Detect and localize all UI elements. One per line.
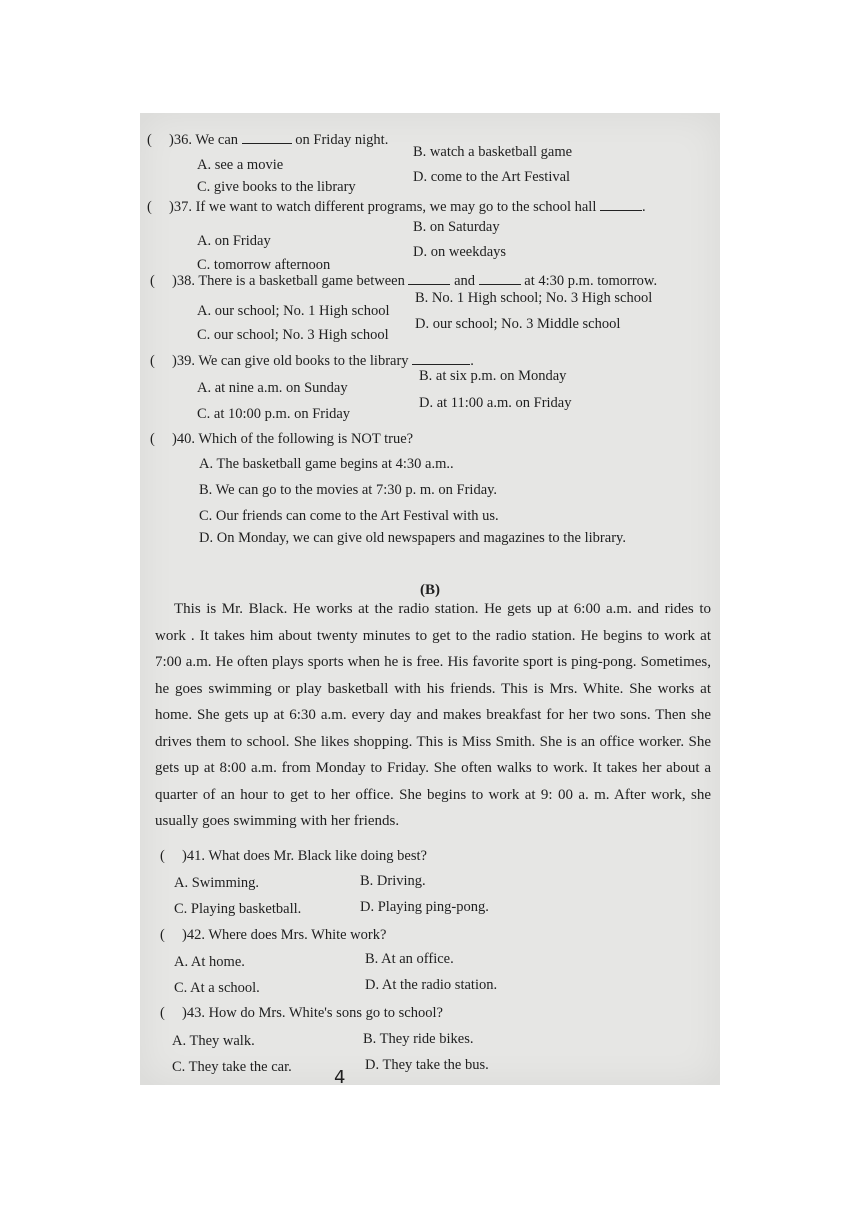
option-b: B. No. 1 High school; No. 3 High school xyxy=(415,290,653,306)
option-b: B. on Saturday xyxy=(413,219,500,235)
question-stem-end: . xyxy=(642,199,646,215)
option-b: B. At an office. xyxy=(365,951,454,967)
answer-paren: ( xyxy=(160,927,165,943)
question-stem: )39. We can give old books to the library xyxy=(172,353,409,369)
option-a: A. our school; No. 1 High school xyxy=(197,303,390,319)
answer-paren: ( xyxy=(160,848,165,864)
question-stem: )37. If we want to watch different programs, we may go to the school hall xyxy=(169,199,597,215)
passage-line: This is Mr. Black. He works at the radio station. He gets up at 6:00 a.m. and rides to xyxy=(174,601,711,617)
option-c: C. Playing basketball. xyxy=(174,901,302,917)
question-stem-end: . xyxy=(470,353,474,369)
option-d: D. on weekdays xyxy=(413,244,507,260)
question-41 xyxy=(160,847,427,865)
option-a: A. see a movie xyxy=(197,157,284,173)
option-c: C. They take the car. xyxy=(172,1059,292,1075)
question-stem-end: at 4:30 p.m. tomorrow. xyxy=(524,273,658,289)
passage-line: gets up at 8:00 a.m. from Monday to Friday. She often walks to work. It takes her about a xyxy=(155,760,711,776)
option-a: A. Swimming. xyxy=(174,875,259,891)
question-stem: )36. We can xyxy=(169,132,239,148)
option-b: B. We can go to the movies at 7:30 p. m. on Friday. xyxy=(199,482,498,498)
option-b: B. They ride bikes. xyxy=(363,1031,474,1047)
passage-line: he goes swimming or play basketball with his friends. This is Mrs. White. She works at xyxy=(155,680,711,697)
question-stem: )40. Which of the following is NOT true? xyxy=(172,431,414,447)
question-43 xyxy=(160,1004,443,1022)
option-c: C. tomorrow afternoon xyxy=(197,257,331,273)
option-d: D. come to the Art Festival xyxy=(413,169,571,185)
option-a: A. The basketball game begins at 4:30 a.m.. xyxy=(199,456,454,472)
question-42 xyxy=(160,926,386,944)
passage-line: drives them to school. She likes shopping. This is Miss Smith. She is an office worker. She xyxy=(155,733,711,750)
question-stem: )43. How do Mrs. White's sons go to school? xyxy=(182,1005,443,1021)
option-d: D. our school; No. 3 Middle school xyxy=(415,316,621,332)
option-c: C. At a school. xyxy=(174,980,260,996)
answer-paren: ( xyxy=(150,273,155,289)
answer-blank xyxy=(600,198,642,211)
question-38 xyxy=(150,272,657,290)
answer-paren: ( xyxy=(147,199,152,215)
option-d: D. They take the bus. xyxy=(365,1057,489,1073)
answer-paren: ( xyxy=(150,353,155,369)
option-d: D. at 11:00 a.m. on Friday xyxy=(419,395,572,411)
passage-line: quarter of an hour to get to her office. She begins to work at 9: 00 a. m. After work, she xyxy=(155,786,711,803)
answer-paren: ( xyxy=(150,431,155,447)
question-stem: )38. There is a basketball game between xyxy=(172,273,405,289)
question-stem-mid: and xyxy=(454,273,476,289)
answer-paren: ( xyxy=(147,132,152,148)
question-stem-end: on Friday night. xyxy=(295,132,389,148)
option-c: C. Our friends can come to the Art Festival with us. xyxy=(199,508,499,524)
option-a: A. They walk. xyxy=(172,1033,255,1049)
page-number: 4 xyxy=(334,1067,346,1088)
option-b: B. watch a basketball game xyxy=(413,144,573,160)
option-a: A. At home. xyxy=(174,954,245,970)
option-d: D. On Monday, we can give old newspapers and magazines to the library. xyxy=(199,530,626,546)
option-c: C. at 10:00 p.m. on Friday xyxy=(197,406,351,422)
answer-paren: ( xyxy=(160,1005,165,1021)
option-a: A. at nine a.m. on Sunday xyxy=(197,380,348,396)
option-d: D. At the radio station. xyxy=(365,977,498,993)
section-title: (B) xyxy=(420,582,440,598)
reading-passage xyxy=(155,596,711,835)
question-37 xyxy=(147,198,646,216)
option-a: A. on Friday xyxy=(197,233,271,249)
question-40 xyxy=(150,430,413,448)
answer-blank xyxy=(408,272,450,285)
option-b: B. at six p.m. on Monday xyxy=(419,368,567,384)
passage-line: usually goes swimming with her friends. xyxy=(155,813,400,829)
option-c: C. give books to the library xyxy=(197,179,356,195)
question-36 xyxy=(147,131,388,149)
option-c: C. our school; No. 3 High school xyxy=(197,327,389,343)
passage-line: 7:00 a.m. He often plays sports when he is free. His favorite sport is ping-pong. Sometimes, xyxy=(155,654,711,670)
option-d: D. Playing ping-pong. xyxy=(360,899,489,915)
question-stem: )41. What does Mr. Black like doing best? xyxy=(182,848,427,864)
answer-blank xyxy=(479,272,521,285)
question-stem: )42. Where does Mrs. White work? xyxy=(182,927,387,943)
answer-blank xyxy=(412,352,470,365)
answer-blank xyxy=(242,131,292,144)
passage-line: home. She gets up at 6:30 a.m. every day and makes breakfast for her two sons. Then she xyxy=(155,707,711,723)
passage-line: work . It takes him about twenty minutes to get to the radio station. He begins to work at xyxy=(155,627,711,644)
option-b: B. Driving. xyxy=(360,873,426,889)
